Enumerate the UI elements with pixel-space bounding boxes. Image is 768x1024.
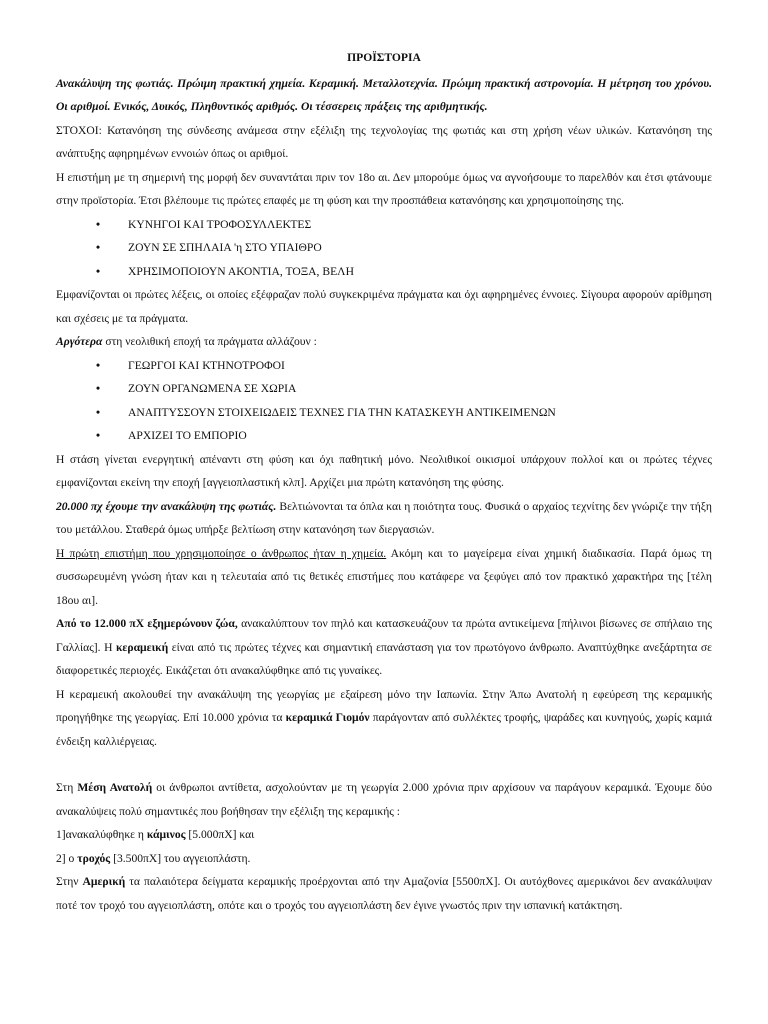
goals-text: : Κατανόηση της σύνδεσης ανάμεσα στην εξέλιξη της τεχνολογίας της φωτιάς και στη χρήση νέων υλικών. Κατανόηση της ανάπτυξης αφηρημένων εννοιών όπως οι αριθμοί.: [56, 123, 712, 160]
list-item: • ΑΝΑΠΤΥΣΣΟΥΝ ΣΤΟΙΧΕΙΩΔΕΙΣ ΤΕΧΝΕΣ ΓΙΑ ΤΗΝ ΚΑΤΑΣΚΕΥΗ ΑΝΤΙΚΕΙΜΕΝΩΝ: [96, 401, 712, 425]
list-item: • ΖΟΥΝ ΟΡΓΑΝΩΜΕΝΑ ΣΕ ΧΩΡΙΑ: [96, 377, 712, 401]
list-item: • ΓΕΩΡΓΟΙ ΚΑΙ ΚΤΗΝΟΤΡΟΦΟΙ: [96, 354, 712, 378]
later-bold: Αργότερα: [56, 335, 103, 348]
kiln-text-2: [5.000πΧ] και: [185, 828, 255, 841]
chemistry-rest: Ακόμη και το μαγείρεμα είναι χημική διαδικασία. Παρά όμως τη συσσωρευμένη γνώση ήταν και η τελευταία από τις θετικές επιστήμες που κατάφερε να ξεφύγει από τον πρακτικό χαρακτήρα της [τέλη 18ου αι].: [56, 546, 712, 607]
later-paragraph: [56, 330, 712, 354]
chemistry-paragraph: [56, 542, 712, 613]
topics-heading: Ανακάλυψη της φωτιάς. Πρώιμη πρακτική χημεία. Κεραμική. Μεταλλοτεχνία. Πρώιμη πρακτική αστρονομία. Η μέτρηση του χρόνου. Οι αριθμοί. Ενικός, Δυικός, Πληθυντικός αριθμός. Οι τέσσερεις πράξεις της αριθμητικής.: [56, 76, 712, 113]
paragraph-gap: [56, 753, 712, 776]
kiln-line: [56, 823, 712, 847]
fire-paragraph: [56, 495, 712, 542]
list-item: • ΚΥΝΗΓΟΙ ΚΑΙ ΤΡΟΦΟΣΥΛΛΕΚΤΕΣ: [96, 213, 712, 237]
wheel-bold: τροχός: [77, 851, 111, 865]
list-item: • ΖΟΥΝ ΣΕ ΣΠΗΛΑΙΑ 'η ΣΤΟ ΥΠΑΙΘΡΟ: [96, 236, 712, 260]
paleolithic-list: [56, 213, 712, 284]
kiln-text-1: 1]ανακαλύφθηκε η: [56, 828, 147, 841]
kiln-bold: κάμινος: [146, 828, 186, 841]
america-text-2: τα παλαιότερα δείγματα κεραμικής προέρχονται από την Αμαζονία [5500πΧ]. Οι αυτόχθονες αμερικάνοι δεν ανακάλυψαν ποτέ τον τροχό του αγγειοπλάστη, οπότε και ο τροχός του αγγειοπλάστη δεν έγινε γνωστός πριν την ισπανική κατάκτηση.: [56, 875, 712, 912]
list-item: • ΧΡΗΣΙΜΟΠΟΙΟΥΝ ΑΚΟΝΤΙΑ, ΤΟΞΑ, ΒΕΛΗ: [96, 260, 712, 284]
ceramics-text-1: ανακαλύπτουν τον πηλό και κατασκευάζουν τα πρώτα αντικείμενα [πήλινοι βίσωνες σε σπήλαιο της Γαλλίας]. Η: [56, 617, 712, 654]
jomon-bold: κεραμικά Γιομόν: [285, 711, 370, 724]
wheel-text-1: 2] ο: [56, 851, 78, 865]
jomon-text-1: Η κεραμεική ακολουθεί την ανακάλυψη της γεωργίας με εξαίρεση μόνο την Ιαπωνία. Στην Άπω Ανατολή η εφεύρεση της κεραμικής προηγήθηκε της γεωργίας. Επί 10.000 χρόνια τα: [56, 687, 712, 724]
wheel-text-2: [3.500πΧ] του αγγειοπλάστη.: [110, 851, 251, 865]
middle-east-text-2: οι άνθρωποι αντίθετα, ασχολούνταν με τη γεωργία 2.000 χρόνια πριν αρχίσουν να παράγουν κεραμικά. Έχουμε δύο ανακαλύψεις πολύ σημαντικές που βοήθησαν την εξέλιξη της κεραμικής :: [56, 781, 712, 818]
goals-paragraph: [56, 119, 712, 166]
middle-east-text-1: Στη: [56, 781, 78, 794]
neolithic-list: [56, 354, 712, 448]
middle-east-paragraph: [56, 776, 712, 823]
america-paragraph: [56, 870, 712, 917]
fire-bold: 20.000 πχ έχουμε την ανακάλυψη της φωτιάς.: [56, 499, 277, 513]
ceramics-text-2: είναι από τις πρώτες τέχνες και σημαντική επανάσταση για τον πρωτόγονο άνθρωπο. Αναπτύχθηκε ανεξάρτητα σε διαφορετικές περιοχές. Εικάζεται ότι ανακαλύφθηκε από τις γυναίκες.: [56, 640, 712, 677]
goals-label: ΣΤΟΧΟΙ: [56, 123, 99, 137]
ceramics-bold-date: Από το 12.000 πΧ εξημερώνουν ζώα,: [56, 617, 238, 630]
stance-paragraph: Η στάση γίνεται ενεργητική απέναντι στη φύση και όχι παθητική μόνο. Νεολιθικοί οικισμοί υπάρχουν πολλοί και οι πρώτες τέχνες εμφανίζονται εκείνη την εποχή [αγγειοπλαστική κλπ]. Αρχίζει μια πρώτη κατανόηση της φύσης.: [56, 452, 712, 489]
words-paragraph: Εμφανίζονται οι πρώτες λέξεις, οι οποίες εξέφραζαν πολύ συγκεκριμένα πράγματα και όχι αφηρημένες έννοιες. Σίγουρα αφορούν αρίθμηση και σχέσεις με τα πράγματα.: [56, 288, 712, 325]
page-title: ΠΡΟΪΣΤΟΡΙΑ: [347, 51, 421, 64]
list-item: • ΑΡΧΙΖΕΙ ΤΟ ΕΜΠΟΡΙΟ: [96, 424, 712, 448]
jomon-text-2: παράγονταν από συλλέκτες τροφής, ψαράδες και κυνηγούς, χωρίς καμιά ένδειξη καλλιέργειας.: [56, 711, 712, 748]
jomon-paragraph: [56, 683, 712, 754]
middle-east-bold: Μέση Ανατολή: [77, 781, 153, 794]
intro-paragraph: Η επιστήμη με τη σημερινή της μορφή δεν συναντάται πριν τον 18ο αι. Δεν μπορούμε όμως να αγνοήσουμε το παρελθόν και έτσι φτάνουμε στην προϊστορία. Έτσι βλέπουμε τις πρώτες επαφές με τη φύση και την προσπάθεια κατανόησης και χρησιμοποίησης της.: [56, 170, 712, 207]
america-bold: Αμερική: [82, 875, 126, 888]
ceramics-paragraph: [56, 612, 712, 683]
later-rest: στη νεολιθική εποχή τα πράγματα αλλάζουν :: [102, 335, 317, 348]
wheel-line: [56, 847, 712, 871]
fire-rest: Βελτιώνονται τα όπλα και η ποιότητα τους. Φυσικά ο αρχαίος τεχνίτης δεν γνώριζε την τήξη του μετάλλου. Σταθερά όμως υπήρξε βελτίωση στην κατανόηση των διεργασιών.: [56, 499, 712, 536]
chemistry-underlined: Η πρώτη επιστήμη που χρησιμοποίησε ο άνθρωπος ήταν η χημεία.: [56, 546, 387, 560]
ceramics-bold-term: κεραμεική: [115, 640, 169, 654]
america-text-1: Στην: [56, 875, 83, 888]
